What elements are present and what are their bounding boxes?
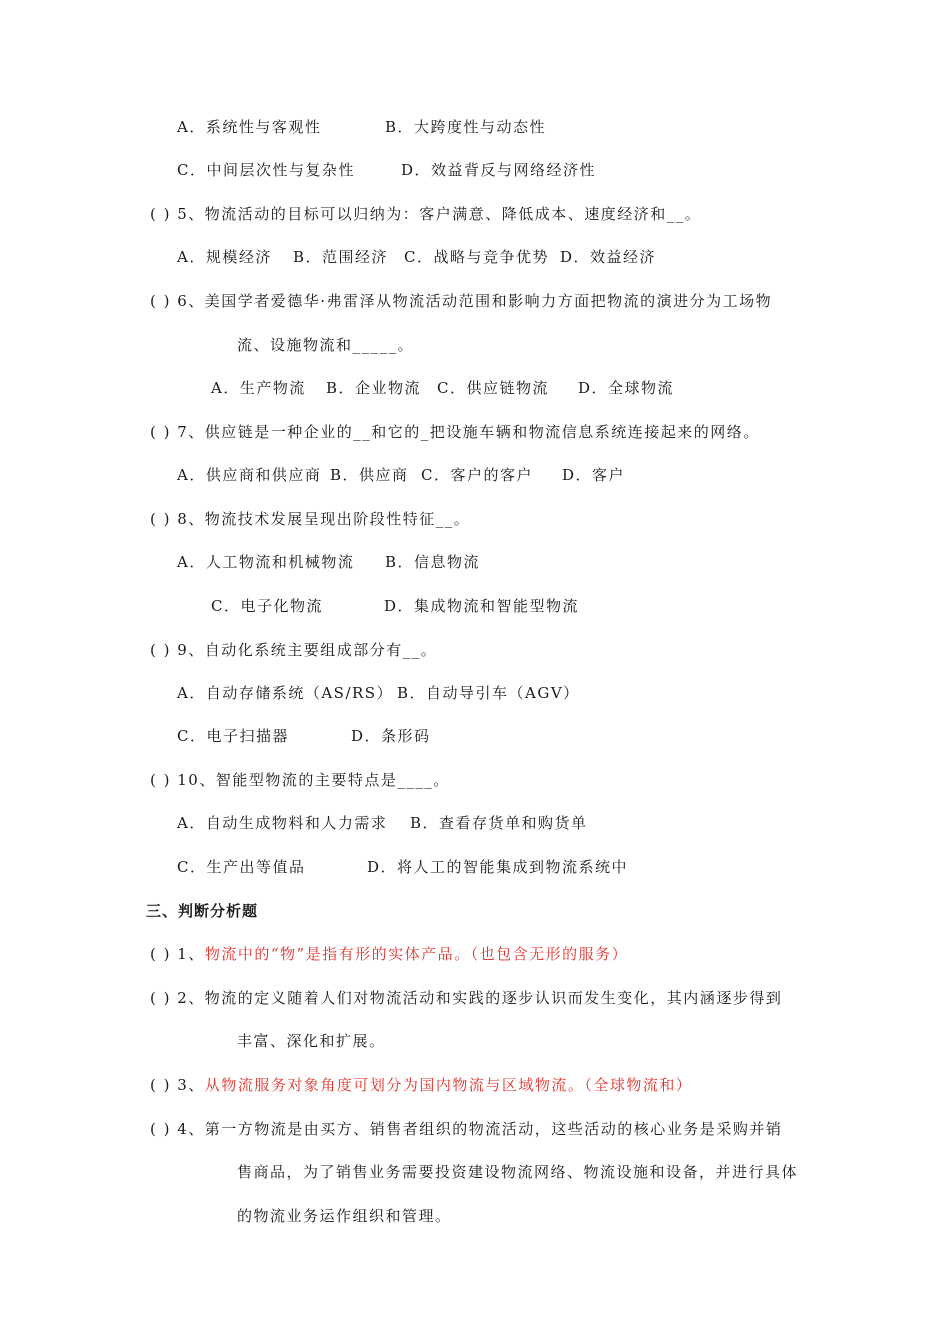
q8-option-d: D．集成物流和智能型物流	[384, 597, 580, 615]
j4-statement	[150, 1119, 782, 1139]
j2-statement-cont: 丰富、深化和扩展。	[237, 1032, 386, 1050]
question-text: 6、美国学者爱德华·弗雷泽从物流活动范围和影响力方面把物流的演进分为工场物	[177, 292, 773, 310]
answer-paren: ( )	[150, 292, 171, 310]
q5-option-d: D．效益经济	[560, 248, 657, 266]
q7-option-d: D．客户	[562, 466, 626, 484]
q10-question	[150, 770, 450, 790]
q4-option-c: C．中间层次性与复杂性	[177, 161, 355, 179]
q5-option-b: B．范围经济	[293, 248, 389, 266]
statement-text-highlighted: 物流中的“物”是指有形的实体产品。（也包含无形的服务）	[204, 945, 629, 963]
q4-option-a: A．系统性与客观性	[177, 118, 322, 136]
statement-number: 3、	[177, 1076, 205, 1094]
q10-option-d: D．将人工的智能集成到物流系统中	[367, 858, 629, 876]
q4-option-b: B．大跨度性与动态性	[385, 118, 547, 136]
q10-option-a: A．自动生成物料和人力需求	[177, 814, 388, 832]
question-text: 10、智能型物流的主要特点是____。	[177, 771, 450, 789]
statement-text: 4、第一方物流是由买方、销售者组织的物流活动，这些活动的核心业务是采购并销	[177, 1120, 783, 1138]
answer-paren: ( )	[150, 423, 171, 441]
j3-statement	[150, 1075, 692, 1095]
statement-number: 1、	[177, 945, 205, 963]
q7-option-c: C．客户的客户	[421, 466, 533, 484]
answer-paren: ( )	[150, 945, 171, 963]
q7-option-b: B．供应商	[330, 466, 409, 484]
question-text: 7、供应链是一种企业的__和它的_把设施车辆和物流信息系统连接起来的网络。	[177, 423, 760, 441]
answer-paren: ( )	[150, 510, 171, 528]
q6-option-b: B．企业物流	[326, 379, 422, 397]
answer-paren: ( )	[150, 1076, 171, 1094]
answer-paren: ( )	[150, 989, 171, 1007]
q9-option-c: C．电子扫描器	[177, 727, 289, 745]
j2-statement	[150, 988, 782, 1008]
j4-statement-cont-1: 售商品，为了销售业务需要投资建设物流网络、物流设施和设备，并进行具体	[237, 1163, 799, 1181]
q8-question	[150, 509, 470, 529]
q9-option-a: A．自动存储系统（AS/RS）	[177, 684, 394, 702]
q7-question	[150, 422, 760, 442]
q5-option-a: A．规模经济	[177, 248, 272, 266]
j1-statement	[150, 944, 628, 964]
q4-option-d: D．效益背反与网络经济性	[401, 161, 597, 179]
section-heading: 三、判断分析题	[146, 902, 259, 920]
q9-option-d: D．条形码	[351, 727, 431, 745]
answer-paren: ( )	[150, 771, 171, 789]
q9-option-b: B．自动导引车（AGV）	[397, 684, 580, 702]
q6-question	[150, 291, 772, 311]
answer-paren: ( )	[150, 641, 171, 659]
q9-question	[150, 640, 437, 660]
q8-option-b: B．信息物流	[385, 553, 481, 571]
q6-option-d: D．全球物流	[578, 379, 675, 397]
question-text: 9、自动化系统主要组成部分有__。	[177, 641, 438, 659]
q8-option-c: C．电子化物流	[211, 597, 323, 615]
q8-option-a: A．人工物流和机械物流	[177, 553, 355, 571]
question-text: 8、物流技术发展呈现出阶段性特征__。	[177, 510, 471, 528]
q6-option-c: C．供应链物流	[437, 379, 549, 397]
q5-option-c: C．战略与竞争优势	[404, 248, 549, 266]
answer-paren: ( )	[150, 205, 171, 223]
statement-text: 2、物流的定义随着人们对物流活动和实践的逐步认识而发生变化，其内涵逐步得到	[177, 989, 783, 1007]
q6-option-a: A．生产物流	[211, 379, 306, 397]
q5-question	[150, 204, 701, 224]
question-text: 5、物流活动的目标可以归纳为：客户满意、降低成本、速度经济和__。	[177, 205, 702, 223]
q10-option-c: C．生产出等值品	[177, 858, 306, 876]
j4-statement-cont-2: 的物流业务运作组织和管理。	[237, 1207, 452, 1225]
answer-paren: ( )	[150, 1120, 171, 1138]
q10-option-b: B．查看存货单和购货单	[410, 814, 588, 832]
statement-text-highlighted: 从物流服务对象角度可划分为国内物流与区域物流。（全球物流和）	[204, 1076, 693, 1094]
q7-option-a: A．供应商和供应商	[177, 466, 322, 484]
q6-question-cont: 流、设施物流和_____。	[237, 336, 415, 354]
